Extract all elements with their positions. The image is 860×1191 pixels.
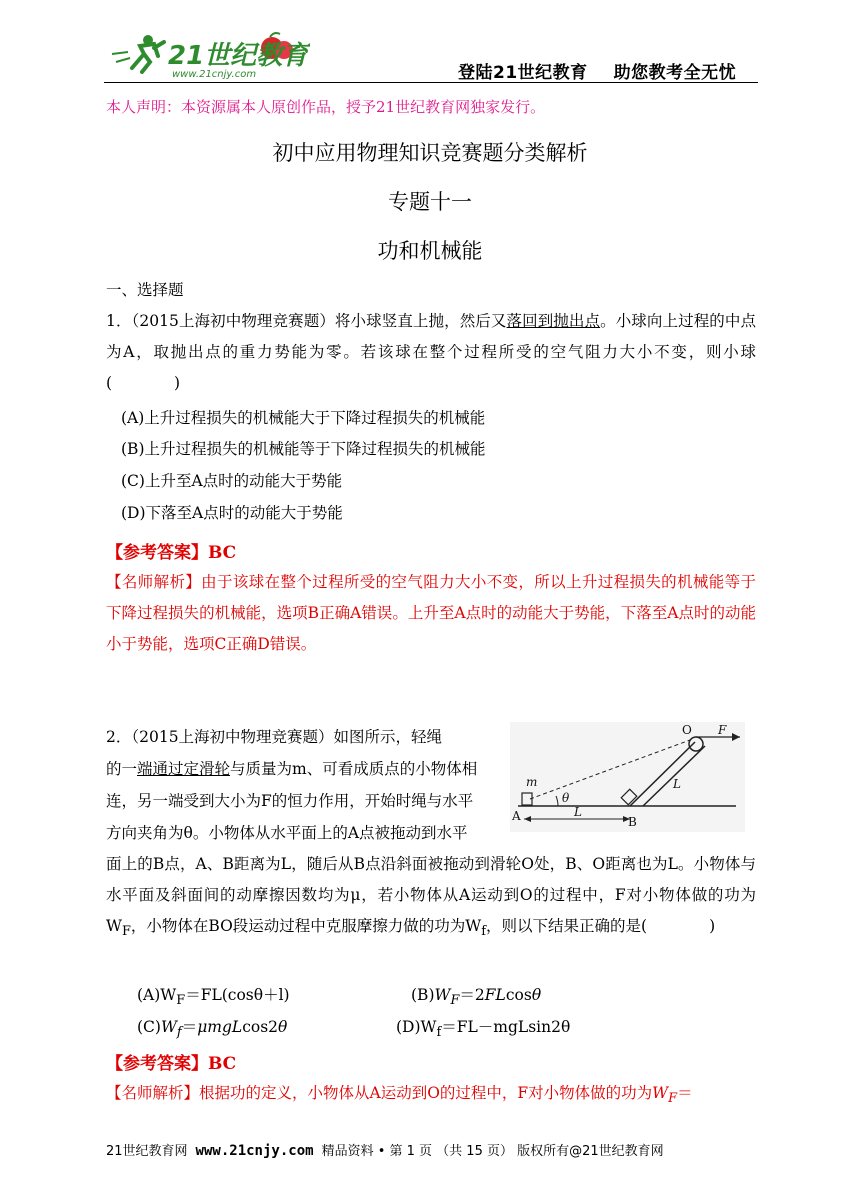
q2-option-a: [137, 983, 290, 1008]
q2-line-2u: 端通过定滑轮: [137, 760, 231, 778]
q2-body-a: 面上的B点，A、B距离为L，随后从B点沿斜面被拖动到滑轮O处，B、O距离也为L。小物体与水平面及斜面间的动摩擦因数均为μ，若小物体从A运动到O的过程中，F对小物体做的功为W: [106, 855, 756, 935]
q1-option-c: (C)上升至A点时的动能大于势能: [121, 472, 343, 490]
q2-opt-c-it3: θ: [278, 1018, 288, 1036]
q2-opt-a-1: (A)W: [137, 986, 177, 1004]
footer-url[interactable]: www.21cnjy.com: [195, 1143, 314, 1159]
q2-opt-c-3: cos2: [242, 1018, 279, 1036]
q2-analysis-end: ＝: [677, 1084, 693, 1102]
q1-option-b: (B)上升过程损失的机械能等于下降过程损失的机械能: [121, 440, 486, 458]
q2-sub-f: F: [121, 924, 131, 940]
q1-option-a: (A)上升过程损失的机械能大于下降过程损失的机械能: [121, 409, 486, 427]
q2-line-2: [106, 754, 477, 785]
q2-opt-d-sub: f: [436, 1025, 442, 1041]
q2-opt-d-2: ＝FL－mgLsin2θ: [441, 1018, 571, 1036]
logo-url: www.21cnjy.com: [172, 69, 257, 80]
q2-opt-b-3: cos: [505, 986, 532, 1004]
fig-label-l-slope: L: [673, 777, 681, 791]
fig-label-m: m: [526, 775, 538, 789]
doc-subtitle: 专题十一: [388, 190, 472, 214]
q2-option-c: [137, 1015, 287, 1040]
q2-opt-c-2: ＝: [181, 1018, 198, 1036]
q2-opt-a-sub: F: [176, 993, 186, 1009]
doc-topic: 功和机械能: [377, 239, 483, 263]
q1-rest: 。小球向上过程的中点为A，取抛出点的重力势能为零。若该球在整个过程所受的空气阻力大小不变，则小球( ): [106, 312, 756, 392]
header-slogan: [458, 58, 762, 83]
logo-title: 21世纪教育: [168, 41, 309, 71]
slogan-help: 助您教考全无忧: [613, 63, 737, 83]
runner-icon: [112, 35, 164, 72]
q2-answer: 【参考答案】BC: [106, 1054, 237, 1074]
q2-analysis-sub: F: [668, 1091, 678, 1107]
q2-opt-a-2: ＝FL(cosθ＋l): [185, 986, 290, 1004]
q2-analysis-text: 【名师解析】根据功的定义，小物体从A运动到O的过程中，F对小物体做的功为: [106, 1084, 653, 1102]
q1-lead: 1．（2015上海初中物理竞赛题）将小球竖直上抛，然后又: [106, 312, 507, 330]
q2-body: [106, 849, 756, 947]
doc-title: 初中应用物理知识竞赛题分类解析: [272, 141, 588, 165]
header-divider: [104, 82, 758, 83]
fig-label-f: F: [718, 723, 727, 737]
q2-analysis: [106, 1078, 693, 1114]
fig-label-o: O: [682, 723, 692, 737]
footer-site: 21世纪教育网: [106, 1144, 188, 1159]
q2-body-c: ，则以下结果正确的是( ): [486, 917, 716, 935]
q2-line-4: 方向夹角为θ。小物体从水平面上的A点被拖动到水平: [106, 824, 468, 842]
q2-analysis-it: W: [652, 1084, 669, 1102]
question-1: [106, 306, 756, 399]
q2-opt-b-2: ＝2: [459, 986, 485, 1004]
slogan-login: 登陆21世纪教育: [458, 63, 588, 83]
pulley-icon: [689, 737, 703, 751]
page-footer: [106, 1140, 664, 1159]
q1-analysis: 【名师解析】由于该球在整个过程所受的空气阻力大小不变，所以上升过程损失的机械能等于下降过程损失的机械能，选项B正确A错误。上升至A点时的动能大于势能，下落至A点时的动能小于势能，选项C正确D错误。: [106, 573, 756, 653]
fig-label-l-base: L: [574, 805, 582, 819]
fig-label-a: A: [512, 809, 521, 823]
copyright-statement: 本人声明：本资源属本人原创作品，授予21世纪教育网独家发行。: [106, 98, 546, 116]
q2-opt-d-1: (D)W: [396, 1018, 437, 1036]
q2-opt-c-sub: f: [176, 1025, 182, 1041]
pulley-incline-figure: [510, 722, 745, 832]
q2-line-3: 连，另一端受到大小为F的恒力作用，开始时绳与水平: [106, 792, 474, 810]
q2-line-2b: 与质量为m、可看成质点的小物体相: [230, 760, 478, 778]
q2-opt-b-it3: θ: [531, 986, 542, 1004]
q2-option-b: [411, 983, 541, 1008]
q1-underlined: 落回到抛出点: [506, 312, 601, 330]
q2-sub-f2: f: [481, 924, 487, 940]
q2-opt-b-it2: FL: [484, 986, 506, 1004]
section-heading: 一、选择题: [106, 281, 184, 299]
footer-info: 精品资料 • 第 1 页 （共 15 页） 版权所有@21世纪教育网: [321, 1144, 664, 1159]
q2-opt-b-it: W: [434, 986, 451, 1004]
q2-opt-b-sub: F: [450, 993, 460, 1009]
q2-opt-b-1: (B): [411, 986, 435, 1004]
fig-label-theta: θ: [562, 791, 570, 805]
q2-opt-c-1: (C): [137, 1018, 161, 1036]
q2-line-2a: 的一: [106, 760, 138, 778]
q1-option-d: (D)下落至A点时的动能大于势能: [121, 504, 343, 522]
site-logo[interactable]: [110, 28, 310, 80]
q2-option-d: [396, 1015, 570, 1040]
fig-label-b: B: [628, 815, 637, 829]
q2-body-b: ，小物体在BO段运动过程中克服摩擦力做的功为W: [130, 917, 482, 935]
q2-opt-c-it2: μmgL: [197, 1018, 243, 1036]
q1-answer: 【参考答案】BC: [106, 543, 237, 563]
q2-line-1: 2．（2015上海初中物理竞赛题）如图所示，轻绳: [106, 728, 443, 746]
q2-opt-c-it: W: [160, 1018, 177, 1036]
